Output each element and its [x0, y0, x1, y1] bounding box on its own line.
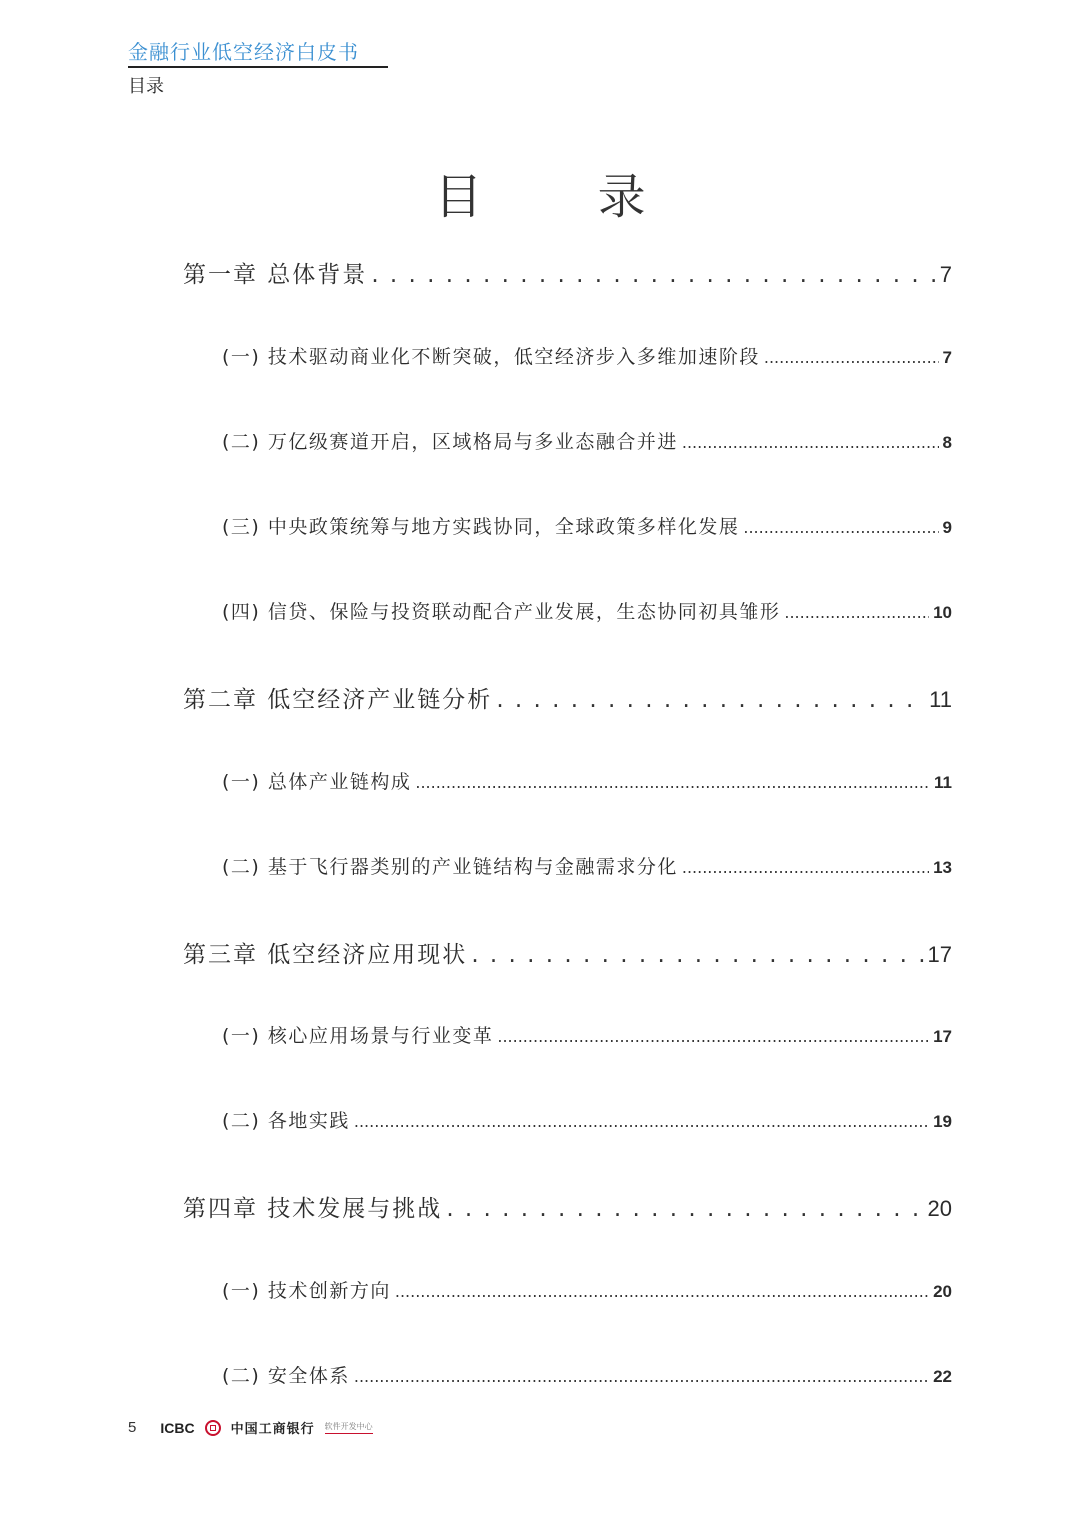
- toc-entry-page: 7: [939, 262, 952, 287]
- toc-entry-label: (一) 核心应用场景与行业变革: [222, 1025, 494, 1047]
- toc-section[interactable]: [222, 1106, 952, 1133]
- toc-entry-page: 20: [927, 1196, 952, 1221]
- leader-dots: [471, 942, 923, 968]
- leader-dots: [682, 856, 929, 878]
- toc-entry-label: 第四章 技术发展与挑战: [183, 1196, 443, 1222]
- page-footer: [128, 1418, 373, 1437]
- toc-section[interactable]: [222, 597, 952, 624]
- toc-entry-label: (二) 万亿级赛道开启，区域格局与多业态融合并进: [222, 431, 678, 453]
- toc-entry-page: 20: [933, 1282, 952, 1301]
- toc-entry-page: 9: [942, 518, 952, 537]
- icbc-logo-icon: [205, 1420, 221, 1436]
- leader-dots: [743, 516, 938, 538]
- page-number: 5: [128, 1419, 137, 1436]
- leader-dots: [764, 346, 939, 368]
- toc-entry-page: 19: [933, 1112, 952, 1131]
- toc-section[interactable]: [222, 1021, 952, 1048]
- header-section-label: 目录: [128, 76, 164, 97]
- leader-dots: [784, 601, 929, 623]
- toc-entry-label: 第二章 低空经济产业链分析: [183, 687, 493, 713]
- toc-section[interactable]: [222, 1276, 952, 1303]
- header-rule: [128, 66, 388, 68]
- icbc-brand-text: ICBC: [160, 1419, 195, 1436]
- toc-entry-label: (一) 技术创新方向: [222, 1280, 391, 1302]
- toc-chapter-4[interactable]: [183, 1190, 952, 1223]
- toc-entry-label: (二) 各地实践: [222, 1110, 350, 1132]
- toc-entry-label: (二) 安全体系: [222, 1365, 350, 1387]
- toc-section[interactable]: [222, 767, 952, 794]
- toc-entry-label: (三) 中央政策统筹与地方实践协同，全球政策多样化发展: [222, 516, 740, 538]
- toc-section[interactable]: [222, 1361, 952, 1388]
- leader-dots: [371, 262, 935, 288]
- toc-entry-page: 10: [933, 603, 952, 622]
- toc-entry-label: 第一章 总体背景: [183, 262, 368, 288]
- leader-dots: [682, 431, 939, 453]
- header-doc-title: 金融行业低空经济白皮书: [128, 40, 359, 64]
- toc-entry-page: 7: [942, 348, 952, 367]
- toc-chapter-1[interactable]: [183, 256, 952, 289]
- leader-dots: [354, 1365, 929, 1387]
- toc-section[interactable]: [222, 342, 952, 369]
- toc-entry-label: (二) 基于飞行器类别的产业链结构与金融需求分化: [222, 856, 678, 878]
- toc-entry-label: 第三章 低空经济应用现状: [183, 942, 468, 968]
- toc-entry-page: 11: [934, 773, 952, 792]
- toc-entry-label: (一) 总体产业链构成: [222, 771, 412, 793]
- bank-name: 中国工商银行: [230, 1422, 315, 1437]
- toc-entry-page: 8: [942, 433, 952, 452]
- toc-entry-page: 17: [927, 942, 952, 967]
- toc-entry-page: 22: [933, 1367, 952, 1386]
- toc-chapter-2[interactable]: [183, 681, 952, 714]
- leader-dots: [496, 687, 925, 713]
- leader-dots: [415, 771, 930, 793]
- toc-chapter-3[interactable]: [183, 936, 952, 969]
- toc-section[interactable]: [222, 512, 952, 539]
- toc-entry-page: 13: [933, 858, 952, 877]
- toc-entry-label: (四) 信贷、保险与投资联动配合产业发展，生态协同初具雏形: [222, 601, 781, 623]
- toc-title: 目 录: [434, 169, 696, 225]
- leader-dots: [497, 1025, 929, 1047]
- toc-entry-label: (一) 技术驱动商业化不断突破，低空经济步入多维加速阶段: [222, 346, 760, 368]
- sub-organization: 软件开发中心: [325, 1421, 373, 1434]
- toc-section[interactable]: [222, 852, 952, 879]
- leader-dots: [354, 1110, 929, 1132]
- leader-dots: [446, 1196, 923, 1222]
- toc-section[interactable]: [222, 427, 952, 454]
- toc-entry-page: 17: [933, 1027, 952, 1046]
- leader-dots: [395, 1280, 929, 1302]
- toc-entry-page: 11: [929, 687, 952, 712]
